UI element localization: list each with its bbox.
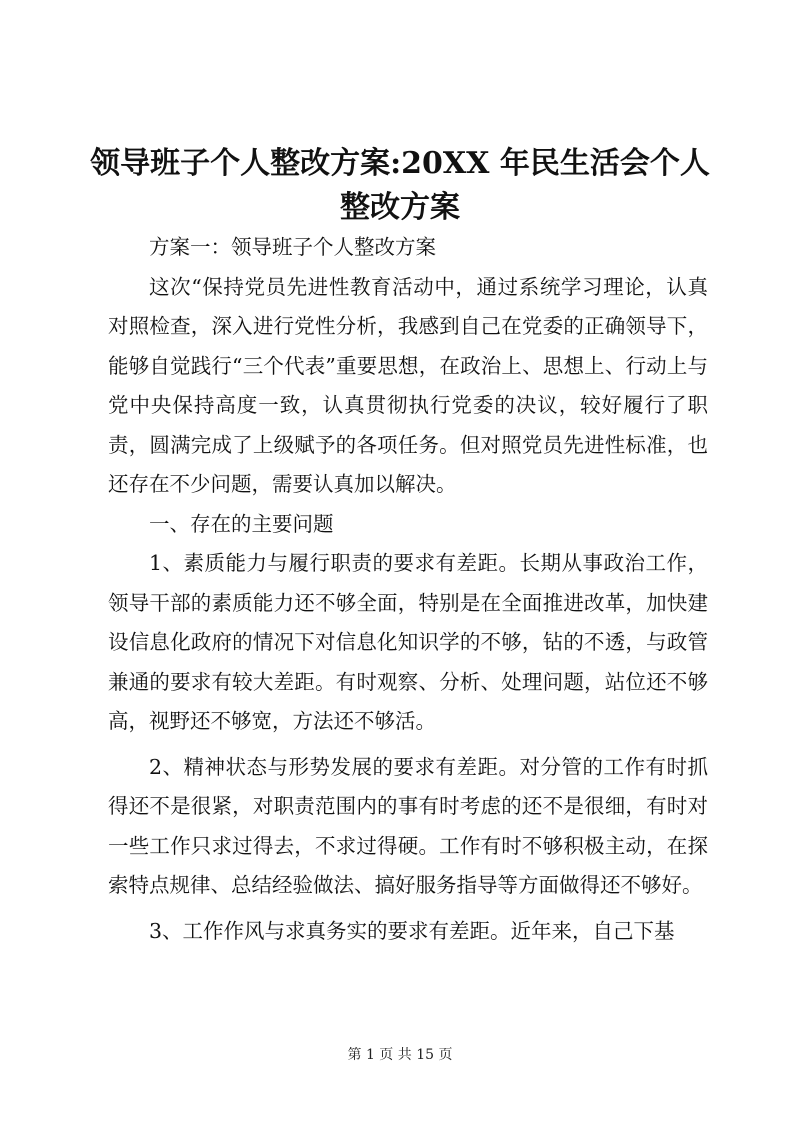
paragraph-plan-heading: 方案一：领导班子个人整改方案 [149,235,436,259]
page-number-footer: 第 1 页 共 15 页 [347,1047,453,1063]
paragraph-problem-1: 1、素质能力与履行职责的要求有差距。长期从事政治工作，领导干部的素质能力还不够全面，特别是在全面推进改革，加快建设信息化政府的情况下对信息化知识学的不够，钻的不透，与政管兼通的要求有较大差距。有时观察、分析、处理问题，站位还不够高，视野还不够宽，方法还不够活。 [108,551,708,733]
paragraph-problem-3: 3、工作作风与求真务实的要求有差距。近年来，自己下基 [149,918,675,943]
title-line-1: 领导班子个人整改方案:20XX 年民生活会个人 [90,146,710,181]
paragraph-problem-2: 2、精神状态与形势发展的要求有差距。对分管的工作有时抓得还不是很紧，对职责范围内的事有时考虑的还不是很细，有时对一些工作只求过得去，不求过得硬。工作有时不够积极主动，在探索特点规律、总结经验做法、搞好服务指导等方面做得还不够好。 [108,754,708,897]
document-body [108,228,708,951]
title-line-2: 整改方案 [340,190,460,225]
paragraph-section-heading: 一、存在的主要问题 [149,511,334,536]
document-title [60,142,740,230]
paragraph-intro: 这次“保持党员先进性教育活动中，通过系统学习理论，认真对照检查，深入进行党性分析，我感到自己在党委的正确领导下，能够自觉践行“三个代表”重要思想，在政治上、思想上、行动上与党中央保持高度一致，认真贯彻执行党委的决议，较好履行了职责，圆满完成了上级赋予的各项任务。但对照党员先进性标准，也还存在不少问题，需要认真加以解决。 [108,274,708,496]
